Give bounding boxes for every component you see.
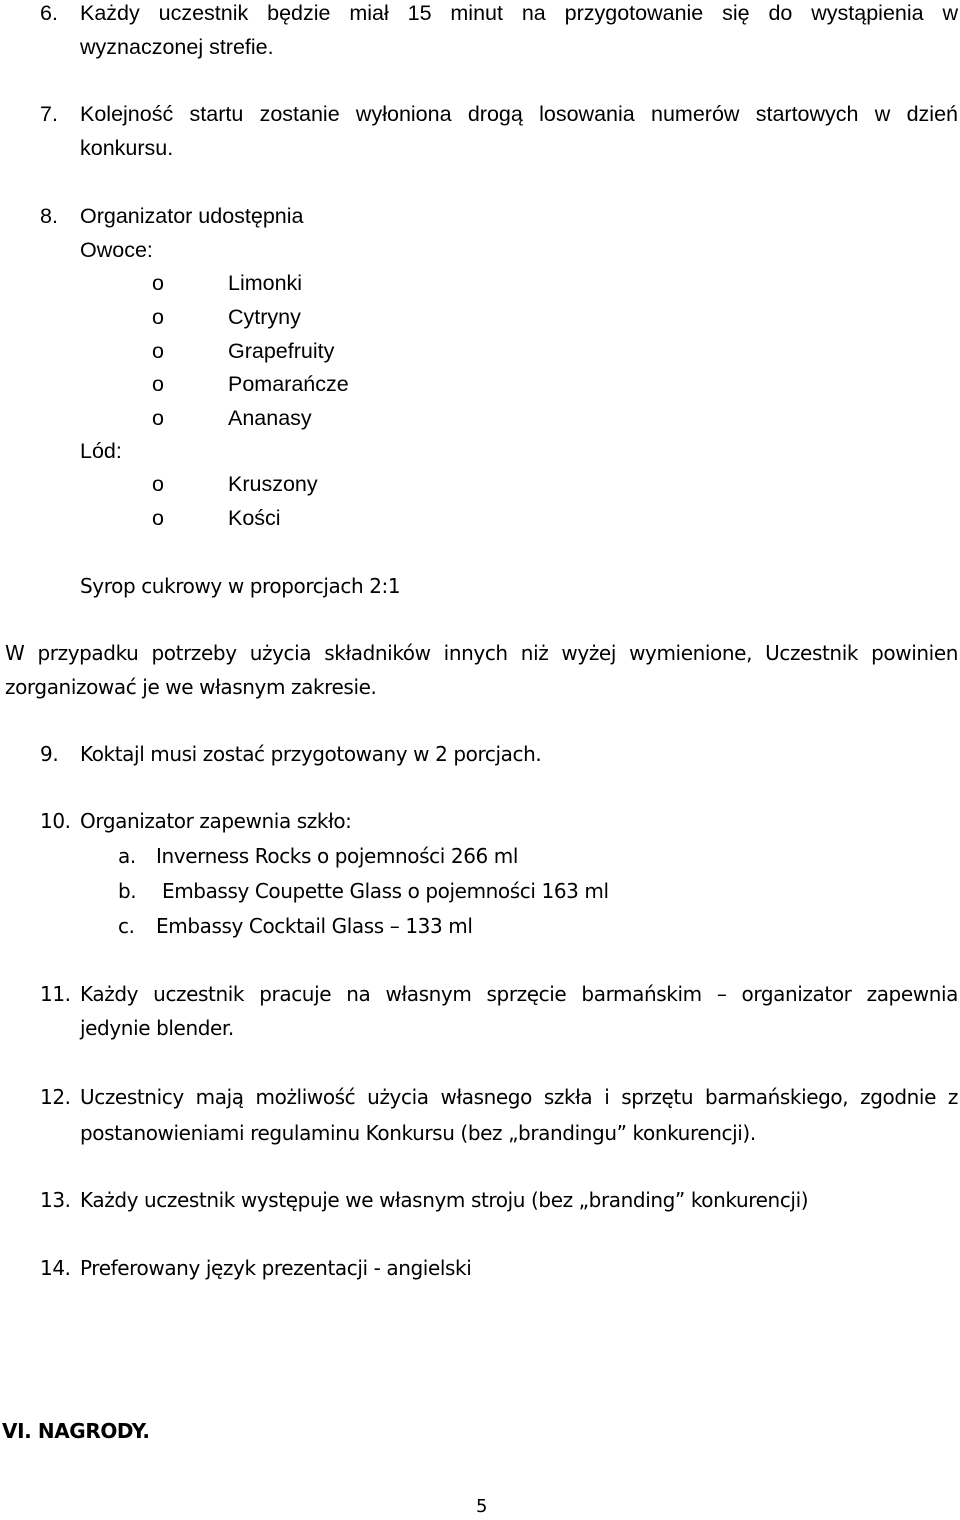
item-13-text: Każdy uczestnik występuje we własnym stroju (bez „branding” konkurencji) xyxy=(80,1188,809,1212)
item-14-number: 14. xyxy=(40,1256,71,1280)
fruit-item: Ananasy xyxy=(228,406,312,430)
item-12-line2: postanowieniami regulaminu Konkursu (bez „brandingu” konkurencji). xyxy=(80,1121,756,1145)
item-14-text: Preferowany język prezentacji - angielski xyxy=(80,1256,472,1280)
item-8-number: 8. xyxy=(40,204,58,228)
glass-letter: a. xyxy=(118,844,136,868)
list-bullet: o xyxy=(152,406,164,430)
fruit-item: Grapefruity xyxy=(228,339,335,363)
note-line1: W przypadku potrzeby użycia składników innych niż wyżej wymienione, Uczestnik powinien xyxy=(5,641,958,665)
list-bullet: o xyxy=(152,305,164,329)
list-bullet: o xyxy=(152,506,164,530)
glass-item: Embassy Cocktail Glass – 133 ml xyxy=(156,914,473,938)
item-7-line2: konkursu. xyxy=(80,136,174,160)
glass-item: Embassy Coupette Glass o pojemności 163 ml xyxy=(156,879,609,903)
glass-letter: c. xyxy=(118,914,135,938)
list-bullet: o xyxy=(152,372,164,396)
note-line2: zorganizować je we własnym zakresie. xyxy=(5,675,377,699)
ice-label: Lód: xyxy=(80,439,122,463)
item-13-number: 13. xyxy=(40,1188,71,1212)
glass-item: Inverness Rocks o pojemności 266 ml xyxy=(156,844,519,868)
glass-letter: b. xyxy=(118,879,137,903)
item-6-line2: wyznaczonej strefie. xyxy=(80,35,274,59)
item-12-number: 12. xyxy=(40,1085,71,1109)
section-heading: VI. NAGRODY. xyxy=(2,1419,150,1443)
item-6-line1: Każdy uczestnik będzie miał 15 minut na przygotowanie się do wystąpienia w xyxy=(80,1,958,25)
item-12-line1: Uczestnicy mają możliwość użycia własnego szkła i sprzętu barmańskiego, zgodnie z xyxy=(80,1085,958,1109)
item-11-number: 11. xyxy=(40,982,71,1006)
item-9-number: 9. xyxy=(40,742,59,766)
list-bullet: o xyxy=(152,271,164,295)
fruits-label: Owoce: xyxy=(80,238,153,262)
fruit-item: Limonki xyxy=(228,271,303,295)
ice-item: Kruszony xyxy=(228,472,318,496)
syrup-text: Syrop cukrowy w proporcjach 2:1 xyxy=(80,574,401,598)
fruit-item: Cytryny xyxy=(228,305,301,329)
item-7-line1: Kolejność startu zostanie wyłoniona drogą losowania numerów startowych w dzień xyxy=(80,102,958,126)
item-7-number: 7. xyxy=(40,102,58,126)
item-11-line1: Każdy uczestnik pracuje na własnym sprzęcie barmańskim – organizator zapewnia xyxy=(80,982,958,1006)
ice-item: Kości xyxy=(228,506,281,530)
list-bullet: o xyxy=(152,472,164,496)
page-number: 5 xyxy=(476,1496,488,1517)
item-10-number: 10. xyxy=(40,809,71,833)
item-6-number: 6. xyxy=(40,1,58,25)
item-10-text: Organizator zapewnia szkło: xyxy=(80,809,352,833)
item-8-text: Organizator udostępnia xyxy=(80,204,304,228)
item-9-text: Koktajl musi zostać przygotowany w 2 porcjach. xyxy=(80,742,542,766)
fruit-item: Pomarańcze xyxy=(228,372,349,396)
item-11-line2: jedynie blender. xyxy=(80,1016,234,1040)
list-bullet: o xyxy=(152,339,164,363)
